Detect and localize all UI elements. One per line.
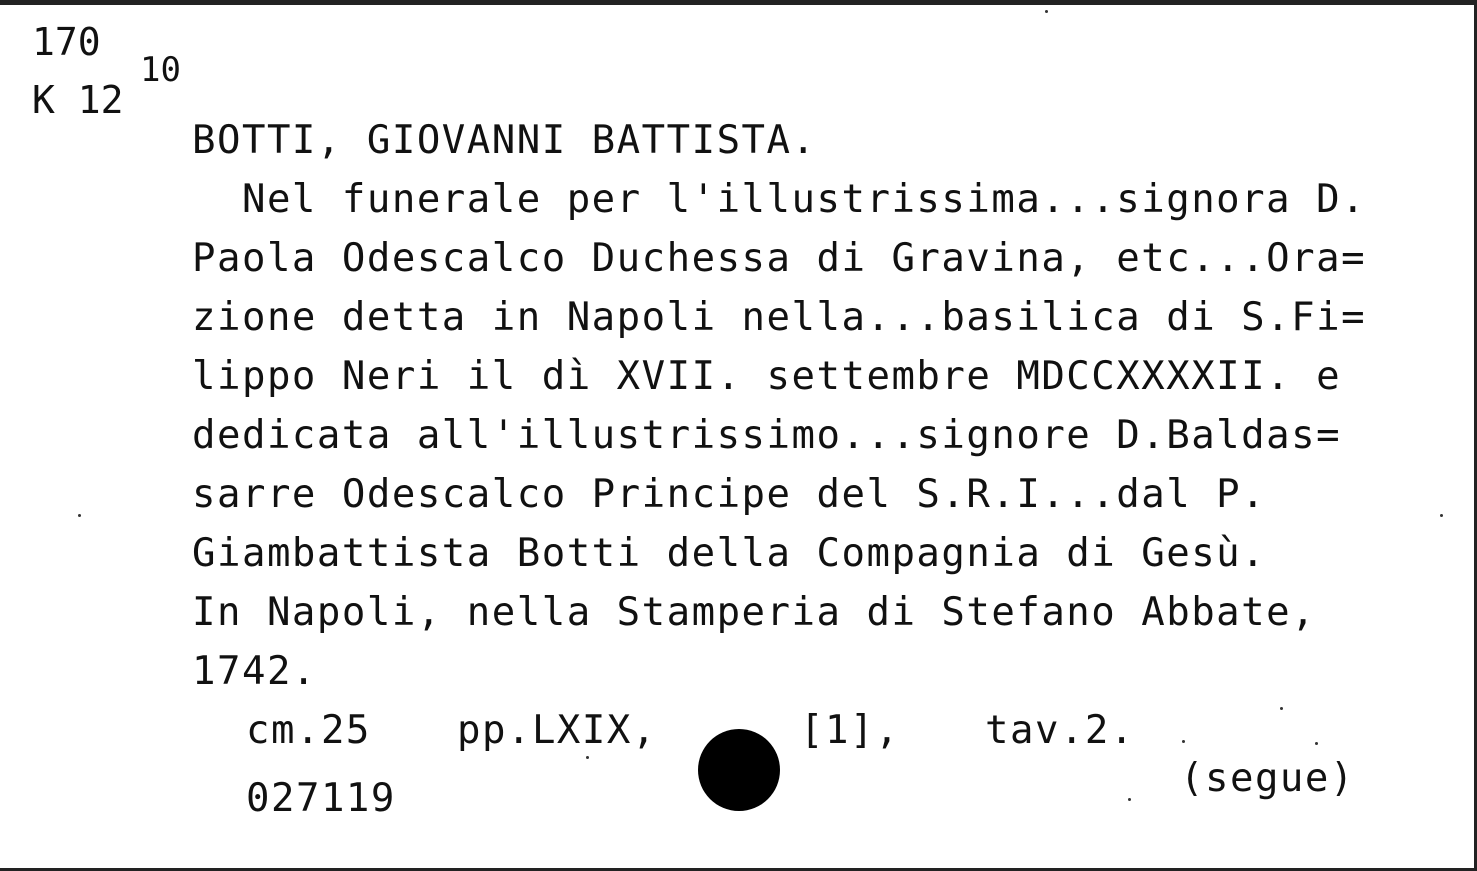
body-line: Paola Odescalco Duchessa di Gravina, etc...Ora= (192, 236, 1367, 281)
body-line: In Napoli, nella Stamperia di Stefano Abbate, (192, 590, 1317, 635)
body-line: dedicata all'illustrissimo...signore D.Baldas= (192, 413, 1342, 458)
body-line: sarre Odescalco Principe del S.R.I...dal P. (192, 472, 1267, 517)
ink-speck (1045, 10, 1048, 13)
collation-size: cm.25 (246, 708, 371, 753)
ink-speck (586, 756, 589, 759)
body-line: 1742. (192, 649, 317, 694)
collation-extra: [1], (800, 708, 900, 753)
shelfmark-superscript: 10 (140, 50, 181, 90)
heading: BOTTI, GIOVANNI BATTISTA. (192, 118, 817, 163)
body-line: zione detta in Napoli nella...basilica di S.Fi= (192, 295, 1367, 340)
collation-plates: tav.2. (985, 708, 1135, 753)
ink-speck (1182, 740, 1185, 743)
continued-note: (segue) (1180, 756, 1355, 801)
ink-speck (1440, 514, 1443, 517)
collation-pages: pp.LXIX, (457, 708, 657, 753)
body-line: Nel funerale per l'illustrissima...signora D. (192, 177, 1367, 222)
card-top-border (0, 2, 1477, 5)
ink-speck (1280, 707, 1283, 710)
ink-speck (1128, 798, 1131, 801)
inventory-number: 027119 (246, 776, 396, 821)
body-line: lippo Neri il dì XVII. settembre MDCCXXXXII. e (192, 354, 1342, 399)
shelfmark-number: 170 (32, 20, 101, 64)
shelfmark-code: K 12 (32, 78, 124, 122)
ink-speck (78, 514, 81, 517)
ink-speck (1315, 742, 1318, 745)
body-line: Giambattista Botti della Compagnia di Gesù. (192, 531, 1267, 576)
punch-hole (698, 729, 780, 811)
